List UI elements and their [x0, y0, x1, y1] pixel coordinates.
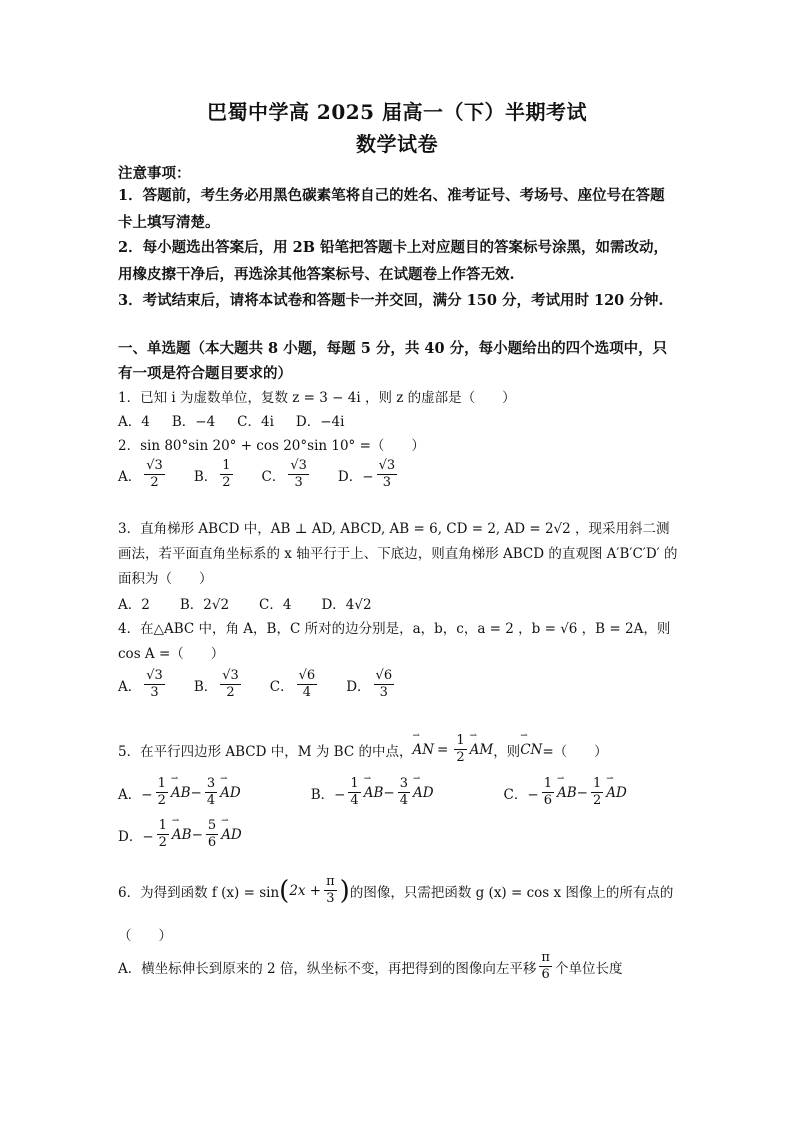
- q1-option-a: A．4: [118, 414, 150, 430]
- q5-b-label: B．−: [310, 786, 346, 803]
- q5-c-d2: 2: [592, 793, 602, 808]
- q4-option-b: [194, 668, 244, 701]
- question-2-options: [118, 458, 426, 491]
- q5-vec-cn: ⇀ CN: [520, 742, 542, 758]
- q6-a-pi-over-6: [539, 950, 552, 983]
- q6-pi-over-3: [324, 874, 337, 907]
- q5-b-frac1: [348, 776, 360, 809]
- q6-a-pi: π: [541, 950, 550, 965]
- question-6-stem: [118, 874, 673, 907]
- q5-c-vec-ad: ⇀ AD: [606, 785, 627, 801]
- q4-c-den: 4: [302, 685, 312, 700]
- question-1-options: [118, 410, 370, 430]
- question-4-stem: 4．在△ABC 中，角 A，B，C 所对的边分别是，a，b，c，a = 2 ，b = √6 ，B = 2A，则 cos A =（ ）: [118, 621, 671, 662]
- q5-stem-mid: ，则: [493, 743, 521, 760]
- q6-three: 3: [326, 891, 335, 906]
- q5-b-vec-ab: ⇀ AB: [364, 785, 384, 801]
- q5-b-frac2: [398, 776, 410, 809]
- question-5-stem: [118, 733, 608, 766]
- q5-option-a: [118, 776, 241, 809]
- q2-a-fraction: [144, 458, 165, 491]
- question-3-options: [118, 593, 398, 613]
- q1-option-c: C．4i: [237, 414, 274, 430]
- q5-a-frac2: [205, 776, 217, 809]
- q6-close-paren-glyph: ): [339, 875, 350, 906]
- question-5-options-row1: [118, 776, 653, 809]
- q5-d-vec-ab: ⇀ AB: [172, 827, 192, 843]
- q5-a-n1: 1: [157, 776, 166, 791]
- q5-stem-pre: 5．在平行四边形 ABCD 中，M 为 BC 的中点，: [118, 743, 413, 760]
- q5-a-n2: 3: [206, 776, 216, 791]
- q4-c-num: √6: [298, 668, 316, 683]
- q5-a-op: −: [190, 784, 202, 801]
- q2-b-num: 1: [222, 458, 231, 473]
- q3-option-a: A．2: [118, 597, 150, 613]
- question-3-stem: 3．直角梯形 ABCD 中，AB ⊥ AD, ABCD, AB = 6, CD = 2, AD = 2√2 ，现采用斜二测画法，若平面直角坐标系的 x 轴平行于上、下底边，则直角梯形 ABCD 的直观图 A′B′C′D′ 的面积为（ ）: [118, 521, 678, 587]
- q5-c-n2: 1: [592, 776, 602, 791]
- q5-stem-post: =（ ）: [542, 743, 608, 760]
- q2-a-den: 2: [150, 475, 159, 490]
- q4-d-den: 3: [379, 685, 388, 700]
- q5-a-vec-ad: ⇀ AD: [220, 785, 241, 801]
- q2-c-fraction: [288, 458, 309, 491]
- q2-c-den: 3: [294, 475, 303, 490]
- q2-option-a: [118, 458, 168, 491]
- q4-c-label: C．: [269, 678, 294, 695]
- q5-c-frac1: [542, 776, 554, 809]
- q4-a-num: √3: [146, 668, 163, 683]
- q5-b-n2: 3: [399, 776, 408, 791]
- q6-inner: 2x +: [289, 882, 322, 899]
- q2-d-num: √3: [378, 458, 396, 473]
- q2-c-label: C．: [261, 468, 286, 485]
- q5-vec-an: ⇀ AN: [412, 742, 434, 758]
- exam-subtitle: 数学试卷: [356, 132, 438, 156]
- q5-a-d2: 4: [206, 793, 216, 808]
- notice-item-1: 1．答题前，考生务必用黑色碳素笔将自己的姓名、准考证号、考场号、座位号在答题卡上填写清楚。: [118, 187, 665, 231]
- q6-stem-pre: 6．为得到函数 f (x) = sin: [118, 884, 280, 901]
- q6-open-paren-glyph: (: [279, 875, 290, 906]
- q2-option-d: [338, 458, 400, 491]
- q4-b-fraction: [220, 668, 241, 701]
- q5-vec-am: ⇀ AM: [470, 742, 494, 758]
- question-1-stem: 1．已知 i 为虚数单位，复数 z = 3 − 4i ，则 z 的虚部是（ ）: [118, 390, 516, 406]
- q5-option-d: [118, 818, 242, 851]
- q5-option-b: [311, 776, 434, 809]
- q5-d-op: −: [191, 826, 203, 843]
- q3-option-d: D．4√2: [321, 597, 372, 613]
- q5-half-den: 2: [456, 750, 465, 765]
- q2-a-num: √3: [146, 458, 163, 473]
- notice-heading: 注意事项：: [118, 165, 191, 182]
- q1-option-d: D．−4i: [295, 414, 345, 430]
- q5-d-frac1: [157, 818, 169, 851]
- q2-d-den: 3: [382, 475, 391, 490]
- q5-a-vec-ab: ⇀ AB: [171, 785, 191, 801]
- q5-d-d1: 2: [158, 835, 167, 850]
- q2-d-fraction: [377, 458, 398, 491]
- q2-d-label: D．−: [337, 468, 374, 485]
- q4-d-num: √6: [375, 668, 393, 683]
- q4-b-den: 2: [226, 685, 235, 700]
- q5-c-frac2: [591, 776, 603, 809]
- q5-d-d2: 6: [207, 835, 217, 850]
- q6-option-a: [118, 950, 622, 983]
- notice-item-2: 2．每小题选出答案后，用 2B 铅笔把答题卡上对应题目的答案标号涂黑，如需改动，用橡皮擦干净后，再选涂其他答案标号、在试题卷上作答无效.: [118, 239, 669, 283]
- question-6-paren: （ ）: [118, 928, 172, 944]
- q5-d-vec-ad: ⇀ AD: [221, 827, 242, 843]
- q4-option-d: [346, 668, 397, 701]
- q5-half-num: 1: [456, 733, 465, 748]
- q5-half: [454, 733, 466, 766]
- q4-a-den: 3: [150, 685, 159, 700]
- q5-d-n1: 1: [158, 818, 167, 833]
- q4-d-label: D．: [346, 678, 371, 695]
- q5-a-label: A．−: [118, 786, 153, 803]
- q4-a-label: A．: [118, 678, 142, 695]
- q6-a-tail: 个单位长度: [554, 960, 623, 977]
- q4-b-num: √3: [222, 668, 239, 683]
- q5-d-frac2: [206, 818, 218, 851]
- q5-d-n2: 5: [207, 818, 217, 833]
- q5-c-label: C．−: [503, 786, 539, 803]
- q2-a-label: A．: [118, 468, 142, 485]
- q5-a-frac1: [156, 776, 168, 809]
- q2-c-num: √3: [290, 458, 307, 473]
- q3-option-c: C．4: [259, 597, 292, 613]
- section-heading: 一、单选题（本大题共 8 小题，每题 5 分，共 40 分，每小题给出的四个选项中，只有一项是符合题目要求的）: [118, 340, 668, 382]
- q4-d-fraction: [374, 668, 395, 701]
- q5-a-d1: 2: [157, 793, 166, 808]
- q1-option-b: B．−4: [171, 414, 216, 430]
- q5-c-op: −: [576, 784, 588, 801]
- q6-stem-post: 的图像，只需把函数 g (x) = cos x 图像上的所有点的: [349, 884, 674, 901]
- q5-c-vec-ab: ⇀ AB: [557, 785, 577, 801]
- q5-c-n1: 1: [543, 776, 552, 791]
- q5-option-c: [504, 776, 627, 809]
- q6-a-six: 6: [541, 967, 550, 982]
- q6-pi: π: [326, 874, 335, 889]
- q5-b-d2: 4: [399, 793, 408, 808]
- q5-d-label: D．−: [118, 828, 154, 845]
- q5-b-vec-ad: ⇀ AD: [413, 785, 434, 801]
- q2-b-den: 2: [222, 475, 231, 490]
- q4-b-label: B．: [193, 678, 218, 695]
- q4-a-fraction: [144, 668, 165, 701]
- q2-b-label: B．: [193, 468, 218, 485]
- q6-a-text: A．横坐标伸长到原来的 2 倍，纵坐标不变，再把得到的图像向左平移: [118, 960, 537, 977]
- q2-option-b: [194, 458, 236, 491]
- q5-b-op: −: [383, 784, 395, 801]
- exam-title: 巴蜀中学高 2025 届高一（下）半期考试: [206, 100, 588, 124]
- q3-option-b: B．2√2: [179, 597, 230, 613]
- question-2-stem: 2．sin 80°sin 20° + cos 20°sin 10° =（ ）: [118, 438, 425, 454]
- q4-option-a: [118, 668, 168, 701]
- question-5-options-row2: [118, 818, 268, 851]
- q4-c-fraction: [297, 668, 318, 701]
- q5-b-d1: 4: [350, 793, 359, 808]
- notice-item-3: 3．考试结束后，请将本试卷和答题卡一并交回，满分 150 分，考试用时 120 分钟.: [118, 292, 664, 309]
- q5-c-d1: 6: [543, 793, 552, 808]
- q2-b-fraction: [220, 458, 232, 491]
- q5-eq: =: [437, 741, 449, 758]
- q2-option-c: [262, 458, 312, 491]
- q5-b-n1: 1: [350, 776, 359, 791]
- question-4-options: [118, 668, 423, 701]
- q4-option-c: [270, 668, 320, 701]
